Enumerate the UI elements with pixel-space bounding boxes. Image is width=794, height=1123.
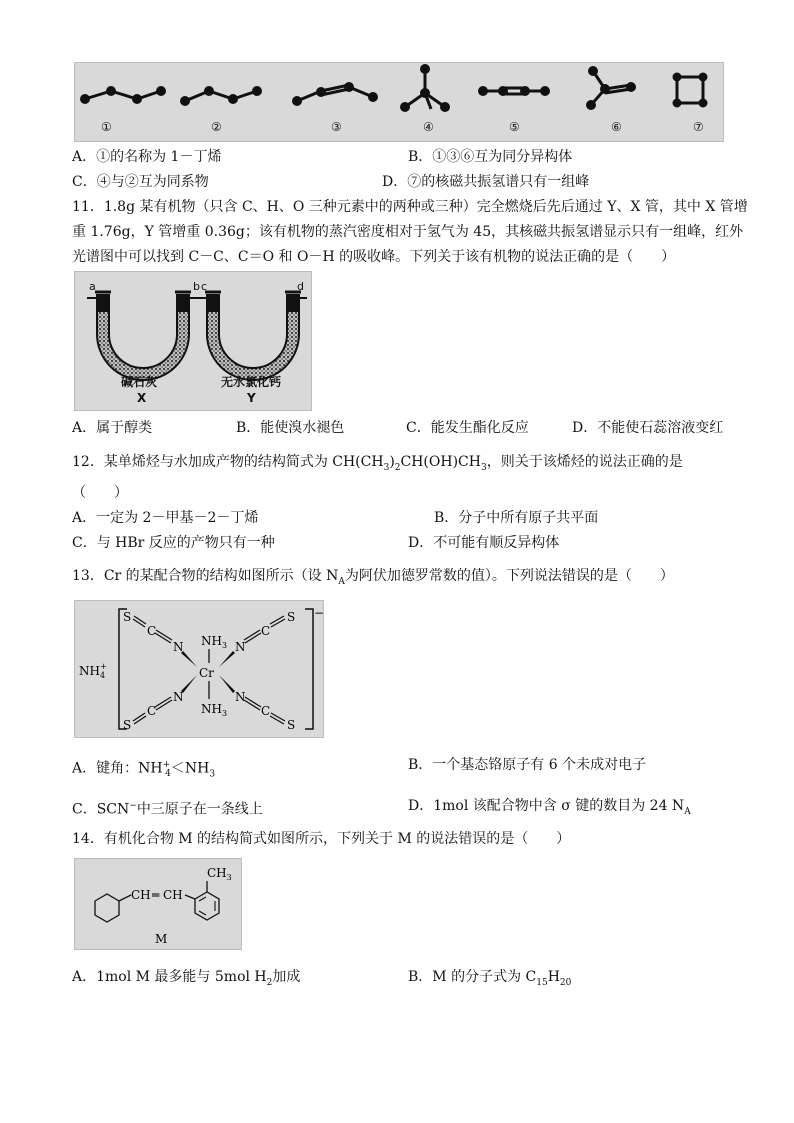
chromium-atom: Cr bbox=[199, 666, 214, 680]
q13-a-sub2: 3 bbox=[209, 769, 216, 780]
q12-formula-mid: CH(OH)CH bbox=[400, 454, 481, 470]
model-label-5: ⑤ bbox=[509, 120, 520, 134]
q12-stem-tail: ，则关于该烯烃的说法正确的是 bbox=[486, 454, 683, 470]
q12-stem-line-1 bbox=[72, 452, 683, 478]
s-lr: S bbox=[287, 718, 296, 732]
q10-option-d: D．⑦的核磁共振氢谱只有一组峰 bbox=[382, 174, 590, 190]
q10-option-c: C．④与②互为同系物 bbox=[72, 174, 209, 190]
q12-option-a: A．一定为 2－甲基－2－丁烯 bbox=[72, 510, 259, 526]
tube-x-reagent: 碱石灰 bbox=[121, 375, 158, 389]
q12-stem-line-2: （ ） bbox=[72, 485, 128, 501]
q12-option-c: C．与 HBr 反应的产物只有一种 bbox=[72, 535, 275, 551]
n-ur: N bbox=[235, 640, 246, 654]
q13-a-text: A．键角：NH bbox=[72, 760, 163, 777]
q12-sub-1: 3 bbox=[383, 462, 390, 473]
c-ul: C bbox=[147, 624, 157, 638]
q10-option-a: A．①的名称为 1－丁烯 bbox=[72, 149, 222, 165]
q14-b-sub2: 20 bbox=[559, 977, 572, 988]
n-lr: N bbox=[235, 690, 246, 704]
tube-x-name: X bbox=[137, 391, 147, 405]
s-ur: S bbox=[287, 610, 296, 624]
q12-sub-2: 2 bbox=[394, 462, 401, 473]
compound-m-label: M bbox=[155, 932, 168, 946]
tube-y-reagent: 无水氯化钙 bbox=[221, 375, 282, 389]
methyl-group: $CH_3$ bbox=[207, 866, 232, 882]
tube-port-c: c bbox=[201, 280, 208, 293]
model-label-6: ⑥ bbox=[611, 120, 622, 134]
model-label-4: ④ bbox=[423, 120, 434, 134]
q12-option-b: B．分子中所有原子共平面 bbox=[434, 510, 599, 526]
q13-d-text: D．1mol 该配合物中含 σ 键的数目为 24 N bbox=[408, 798, 685, 814]
q14-b-sub1: 15 bbox=[536, 977, 548, 988]
nh3-bottom: $NH_3$ bbox=[201, 702, 228, 718]
tube-port-d: d bbox=[297, 280, 304, 293]
ammonium-label: $NH_4+$ bbox=[79, 662, 107, 680]
q14-a-text: A．1mol M 最多能与 5mol H bbox=[72, 969, 267, 985]
q13-stem bbox=[72, 566, 674, 592]
q13-a-sub1: 4 bbox=[165, 769, 171, 780]
s-ul: S bbox=[123, 610, 132, 624]
model-label-1: ① bbox=[101, 120, 112, 134]
n-ll: N bbox=[173, 690, 184, 704]
c-ll: C bbox=[147, 704, 157, 718]
q13-option-d bbox=[408, 796, 691, 822]
q11-stem-line-2: 重 1.76g，Y 管增重 0.36g；该有机物的蒸汽密度相对于氢气为 45，其核磁共振氢谱显示只有一组峰，红外 bbox=[72, 224, 744, 240]
tube-port-b: b bbox=[193, 280, 200, 293]
q13-c-sup: − bbox=[129, 801, 137, 811]
tube-y-name: Y bbox=[247, 391, 256, 405]
q13-stem-text: 13．Cr 的某配合物的结构如图所示（设 N bbox=[72, 568, 339, 584]
chromium-complex-figure bbox=[74, 600, 324, 738]
q11-option-c: C．能发生酯化反应 bbox=[406, 420, 529, 436]
q14-b-text: B．M 的分子式为 C bbox=[408, 969, 537, 985]
q13-stem-tail: 为阿伏加德罗常数的值）。下列说法错误的是（ ） bbox=[344, 568, 674, 584]
complex-charge: − bbox=[314, 606, 325, 620]
q12-paren: ) bbox=[389, 454, 395, 470]
q11-option-b: B．能使溴水褪色 bbox=[236, 420, 345, 436]
q13-option-a bbox=[72, 755, 215, 784]
model-label-2: ② bbox=[211, 120, 222, 134]
q14-a-sub: 2 bbox=[266, 977, 273, 988]
q14-a-tail: 加成 bbox=[272, 969, 301, 985]
double-bond: ═ bbox=[152, 888, 160, 902]
q12-stem-text: 12．某单烯烃与水加成产物的结构简式为 CH(CH bbox=[72, 454, 384, 470]
q13-c-text: C．SCN bbox=[72, 801, 130, 818]
u-tube-figure bbox=[74, 271, 312, 411]
q11-option-d: D．不能使石蕊溶液变红 bbox=[572, 420, 724, 436]
nh3-top: $NH_3$ bbox=[201, 634, 228, 650]
q11-option-a: A．属于醇类 bbox=[72, 420, 153, 436]
tube-port-a: a bbox=[89, 280, 96, 293]
vinyl-ch-left: CH bbox=[131, 888, 151, 902]
vinyl-ch-right: CH bbox=[163, 888, 183, 902]
c-lr: C bbox=[261, 704, 271, 718]
q13-a-mid: ＜NH bbox=[170, 760, 210, 777]
compound-m-figure bbox=[74, 858, 242, 950]
q10-option-b: B．①③⑥互为同分异构体 bbox=[408, 149, 573, 165]
q12-option-d: D．不可能有顺反异构体 bbox=[408, 535, 560, 551]
q13-a-sup: + bbox=[162, 760, 171, 770]
q12-sub-3: 3 bbox=[480, 462, 487, 473]
q13-c-tail: 中三原子在一条线上 bbox=[136, 801, 263, 818]
molecule-models-figure bbox=[74, 62, 724, 142]
q13-na-sub: A bbox=[338, 576, 345, 587]
n-ul: N bbox=[173, 640, 184, 654]
c-ur: C bbox=[261, 624, 271, 638]
q14-option-b bbox=[408, 967, 571, 993]
q13-option-c bbox=[72, 796, 263, 820]
q14-b-mid: H bbox=[547, 969, 560, 985]
q14-option-a bbox=[72, 967, 300, 993]
model-label-3: ③ bbox=[331, 120, 342, 134]
q14-stem: 14．有机化合物 M 的结构简式如图所示，下列关于 M 的说法错误的是（ ） bbox=[72, 831, 571, 847]
q13-d-sub: A bbox=[684, 806, 691, 817]
model-label-7: ⑦ bbox=[693, 120, 704, 134]
q13-option-b: B．一个基态铬原子有 6 个未成对电子 bbox=[408, 757, 647, 773]
q11-stem-line-3: 光谱图中可以找到 C－C、C＝O 和 O－H 的吸收峰。下列关于该有机物的说法正确的是（ ） bbox=[72, 249, 676, 265]
q11-stem-line-1: 11．1.8g 某有机物（只含 C、H、O 三种元素中的两种或三种）完全燃烧后先后通过 Y、X 管，其中 X 管增 bbox=[72, 199, 748, 215]
s-ll: S bbox=[123, 718, 132, 732]
